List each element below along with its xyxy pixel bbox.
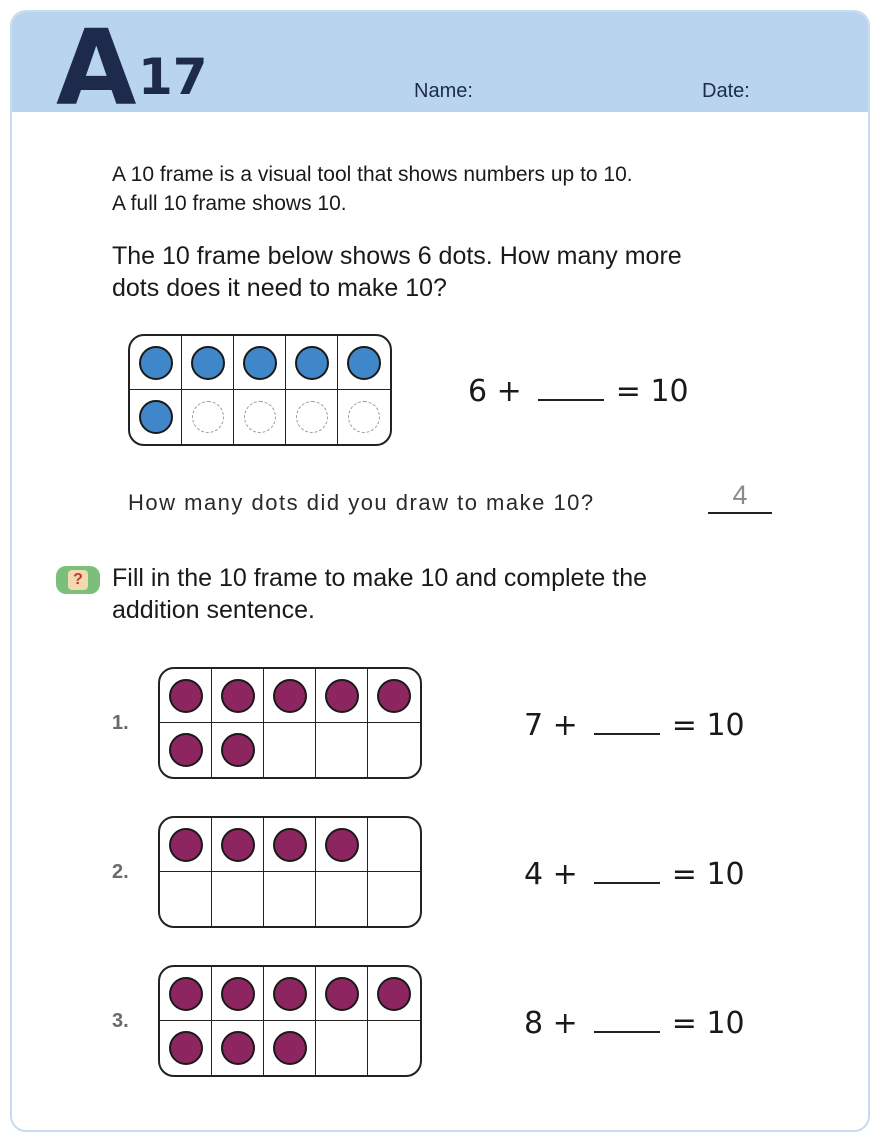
ten-frame-cell[interactable] (130, 336, 182, 390)
worksheet-page (10, 10, 870, 1132)
question-line-1: The 10 frame below shows 6 dots. How many more (112, 242, 682, 270)
ten-frame-cell[interactable] (212, 818, 264, 872)
filled-dot (243, 346, 277, 380)
answer-blank[interactable] (594, 862, 660, 884)
problem-3-equation (524, 1006, 745, 1042)
level-letter: A (56, 10, 135, 129)
question-line-2: dots does it need to make 10? (112, 274, 447, 302)
filled-dot (169, 977, 203, 1011)
ten-frame-cell[interactable] (130, 390, 182, 444)
example-ten-frame (128, 334, 392, 446)
answer-blank[interactable] (538, 379, 604, 401)
ten-frame-cell[interactable] (264, 723, 316, 777)
filled-dot (221, 977, 255, 1011)
filled-dot (273, 828, 307, 862)
example-question (112, 240, 832, 304)
ten-frame-cell[interactable] (264, 818, 316, 872)
answer-blank[interactable] (594, 1011, 660, 1033)
filled-dot (377, 679, 411, 713)
equation-left: 6 + (468, 374, 522, 409)
problem-2-label: 2. (112, 861, 129, 883)
ten-frame-cell[interactable] (316, 872, 368, 926)
question-badge (56, 566, 100, 594)
ten-frame-cell[interactable] (160, 723, 212, 777)
ten-frame-cell[interactable] (160, 872, 212, 926)
ten-frame-cell[interactable] (212, 723, 264, 777)
ten-frame-cell[interactable] (160, 967, 212, 1021)
exercise-instruction (112, 562, 812, 626)
filled-dot (169, 828, 203, 862)
filled-dot (221, 828, 255, 862)
filled-dot (169, 1031, 203, 1065)
ten-frame-cell[interactable] (286, 390, 338, 444)
problem-1-label: 1. (112, 712, 129, 734)
ten-frame-cell[interactable] (160, 669, 212, 723)
ten-frame-cell[interactable] (234, 390, 286, 444)
ten-frame-cell[interactable] (316, 669, 368, 723)
filled-dot (325, 679, 359, 713)
problem-3-label: 3. (112, 1010, 129, 1032)
ten-frame-cell[interactable] (264, 669, 316, 723)
draw-answer[interactable]: 4 (708, 478, 772, 514)
filled-dot (221, 733, 255, 767)
ten-frame-cell[interactable] (286, 336, 338, 390)
problem-3-ten-frame[interactable] (158, 965, 422, 1077)
intro-line-2: A full 10 frame shows 10. (112, 192, 347, 215)
name-label: Name: (414, 80, 473, 102)
ten-frame-cell[interactable] (264, 1021, 316, 1075)
equation-right: = 10 (615, 374, 689, 409)
filled-dot (139, 346, 173, 380)
equation-left: 8 + (524, 1006, 578, 1041)
ten-frame-cell[interactable] (212, 872, 264, 926)
problem-1-equation (524, 708, 745, 744)
filled-dot (169, 733, 203, 767)
drawn-dot (296, 401, 328, 433)
problem-1-ten-frame[interactable] (158, 667, 422, 779)
filled-dot (169, 679, 203, 713)
problem-2-ten-frame[interactable] (158, 816, 422, 928)
ten-frame-cell[interactable] (338, 336, 390, 390)
equation-right: = 10 (671, 1006, 745, 1041)
equation-left: 7 + (524, 708, 578, 743)
answer-blank[interactable] (594, 713, 660, 735)
ten-frame-cell[interactable] (212, 669, 264, 723)
ten-frame-cell[interactable] (182, 336, 234, 390)
ten-frame-cell[interactable] (316, 1021, 368, 1075)
header-band (12, 10, 868, 129)
ten-frame-cell[interactable] (338, 390, 390, 444)
ten-frame-cell[interactable] (160, 818, 212, 872)
filled-dot (191, 346, 225, 380)
intro-line-1: A 10 frame is a visual tool that shows numbers up to 10. (112, 163, 633, 186)
worksheet-number: 17 (138, 48, 208, 106)
filled-dot (139, 400, 173, 434)
drawn-dot (348, 401, 380, 433)
ten-frame-cell[interactable] (264, 872, 316, 926)
ten-frame-cell[interactable] (316, 723, 368, 777)
filled-dot (325, 977, 359, 1011)
ten-frame-cell[interactable] (368, 818, 420, 872)
ten-frame-cell[interactable] (182, 390, 234, 444)
filled-dot (221, 679, 255, 713)
drawn-dot (244, 401, 276, 433)
draw-question: How many dots did you draw to make 10? (128, 490, 595, 515)
problem-2-equation (524, 857, 745, 893)
date-label: Date: (702, 80, 750, 102)
example-equation (468, 374, 689, 410)
ten-frame-cell[interactable] (368, 1021, 420, 1075)
ten-frame-cell[interactable] (264, 967, 316, 1021)
instruction-line-2: addition sentence. (112, 596, 315, 624)
equation-left: 4 + (524, 857, 578, 892)
equation-right: = 10 (671, 857, 745, 892)
filled-dot (273, 1031, 307, 1065)
filled-dot (325, 828, 359, 862)
ten-frame-cell[interactable] (212, 967, 264, 1021)
filled-dot (347, 346, 381, 380)
ten-frame-cell[interactable] (212, 1021, 264, 1075)
ten-frame-cell[interactable] (368, 872, 420, 926)
filled-dot (273, 977, 307, 1011)
ten-frame-cell[interactable] (316, 818, 368, 872)
ten-frame-cell[interactable] (368, 967, 420, 1021)
instruction-line-1: Fill in the 10 frame to make 10 and complete the (112, 564, 648, 592)
equation-right: = 10 (671, 708, 745, 743)
filled-dot (273, 679, 307, 713)
ten-frame-cell[interactable] (234, 336, 286, 390)
filled-dot (221, 1031, 255, 1065)
question-mark-icon: ? (68, 570, 88, 590)
ten-frame-cell[interactable] (160, 1021, 212, 1075)
drawn-dot (192, 401, 224, 433)
filled-dot (295, 346, 329, 380)
filled-dot (377, 977, 411, 1011)
ten-frame-cell[interactable] (368, 723, 420, 777)
intro-text (112, 160, 633, 218)
ten-frame-cell[interactable] (368, 669, 420, 723)
ten-frame-cell[interactable] (316, 967, 368, 1021)
